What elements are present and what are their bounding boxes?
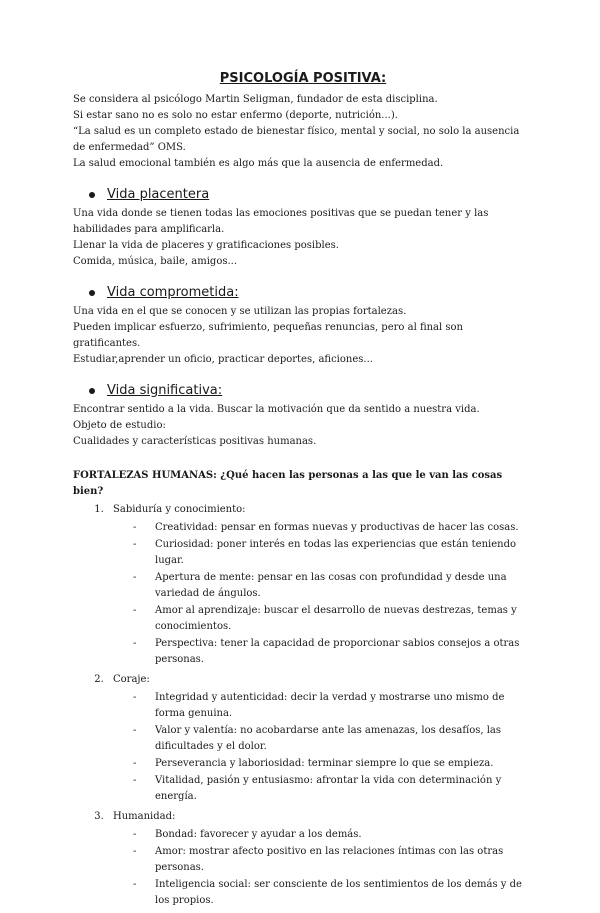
section-line: Comida, música, baile, amigos...: [73, 256, 238, 267]
section-line: Objeto de estudio:: [73, 420, 166, 431]
intro-line: Si estar sano no es solo no estar enfermo (deporte, nutrición...).: [73, 110, 398, 121]
strength-item: - Valor y valentía: no acobardarse ante las amenazas, los desafíos, las dificultades y el dolor.: [133, 723, 533, 755]
bullet-icon: [89, 290, 95, 296]
strength-item: - Creatividad: pensar en formas nuevas y productivas de hacer las cosas.: [133, 520, 533, 536]
strength-item: - Integridad y autenticidad: decir la verdad y mostrarse uno mismo de forma genuina.: [133, 690, 533, 722]
bullet-icon: [89, 192, 95, 198]
section-heading: [89, 284, 533, 302]
section-heading: [89, 382, 533, 400]
strength-group-name: Coraje:: [113, 674, 150, 685]
section-heading-label: Vida comprometida:: [107, 285, 239, 300]
strength-item: - Amor al aprendizaje: buscar el desarrollo de nuevas destrezas, temas y conocimientos.: [133, 603, 533, 635]
strength-group: [107, 809, 533, 909]
section-line: Pueden implicar esfuerzo, sufrimiento, pequeñas renuncias, pero al final son gratificantes.: [73, 322, 463, 349]
strength-items: [113, 690, 533, 805]
strength-item: - Curiosidad: poner interés en todas las experiencias que están teniendo lugar.: [133, 537, 533, 569]
section-vida-significativa: [73, 382, 533, 450]
section-heading: [89, 186, 533, 204]
section-heading-label: Vida significativa:: [107, 383, 223, 398]
section-vida-comprometida: [73, 284, 533, 368]
strength-group: [107, 672, 533, 805]
strength-item: - Vitalidad, pasión y entusiasmo: afrontar la vida con determinación y energía.: [133, 773, 533, 805]
intro-line: La salud emocional también es algo más que la ausencia de enfermedad.: [73, 158, 444, 169]
section-line: Una vida donde se tienen todas las emociones positivas que se puedan tener y las habilidades para amplificarla.: [73, 208, 489, 235]
section-line: Llenar la vida de placeres y gratificaciones posibles.: [73, 240, 339, 251]
strength-group-name: Sabiduría y conocimiento:: [113, 504, 246, 515]
section-line: Cualidades y características positivas humanas.: [73, 436, 317, 447]
strength-item: - Perseverancia y laboriosidad: terminar siempre lo que se empieza.: [133, 756, 533, 772]
section-line: Encontrar sentido a la vida. Buscar la motivación que da sentido a nuestra vida.: [73, 404, 480, 415]
section-vida-placentera: [73, 186, 533, 270]
strength-item: - Inteligencia social: ser consciente de los sentimientos de los demás y de los propios.: [133, 877, 533, 909]
strength-item: - Apertura de mente: pensar en las cosas con profundidad y desde una variedad de ángulos.: [133, 570, 533, 602]
strengths-title: FORTALEZAS HUMANAS: ¿Qué hacen las personas a las que le van las cosas bien?: [73, 470, 503, 497]
strength-group: [107, 502, 533, 668]
section-line: Estudiar,aprender un oficio, practicar deportes, aficiones...: [73, 354, 373, 365]
strength-group-name: Humanidad:: [113, 811, 176, 822]
page-title: PSICOLOGÍA POSITIVA:: [219, 71, 387, 86]
section-heading-label: Vida placentera: [107, 187, 210, 202]
strength-item: - Perspectiva: tener la capacidad de proporcionar sabios consejos a otras personas.: [133, 636, 533, 668]
strength-items: [113, 827, 533, 909]
bullet-icon: [89, 388, 95, 394]
intro: [73, 92, 533, 172]
document-page: [73, 70, 533, 913]
strength-items: [113, 520, 533, 668]
strength-item: - Amor: mostrar afecto positivo en las relaciones íntimas con las otras personas.: [133, 844, 533, 876]
strength-item: - Bondad: favorecer y ayudar a los demás.: [133, 827, 533, 843]
intro-line: “La salud es un completo estado de bienestar físico, mental y social, no solo la ausencia de enfermedad” OMS.: [73, 126, 520, 153]
intro-line: Se considera al psicólogo Martin Seligman, fundador de esta disciplina.: [73, 94, 438, 105]
section-line: Una vida en el que se conocen y se utilizan las propias fortalezas.: [73, 306, 407, 317]
